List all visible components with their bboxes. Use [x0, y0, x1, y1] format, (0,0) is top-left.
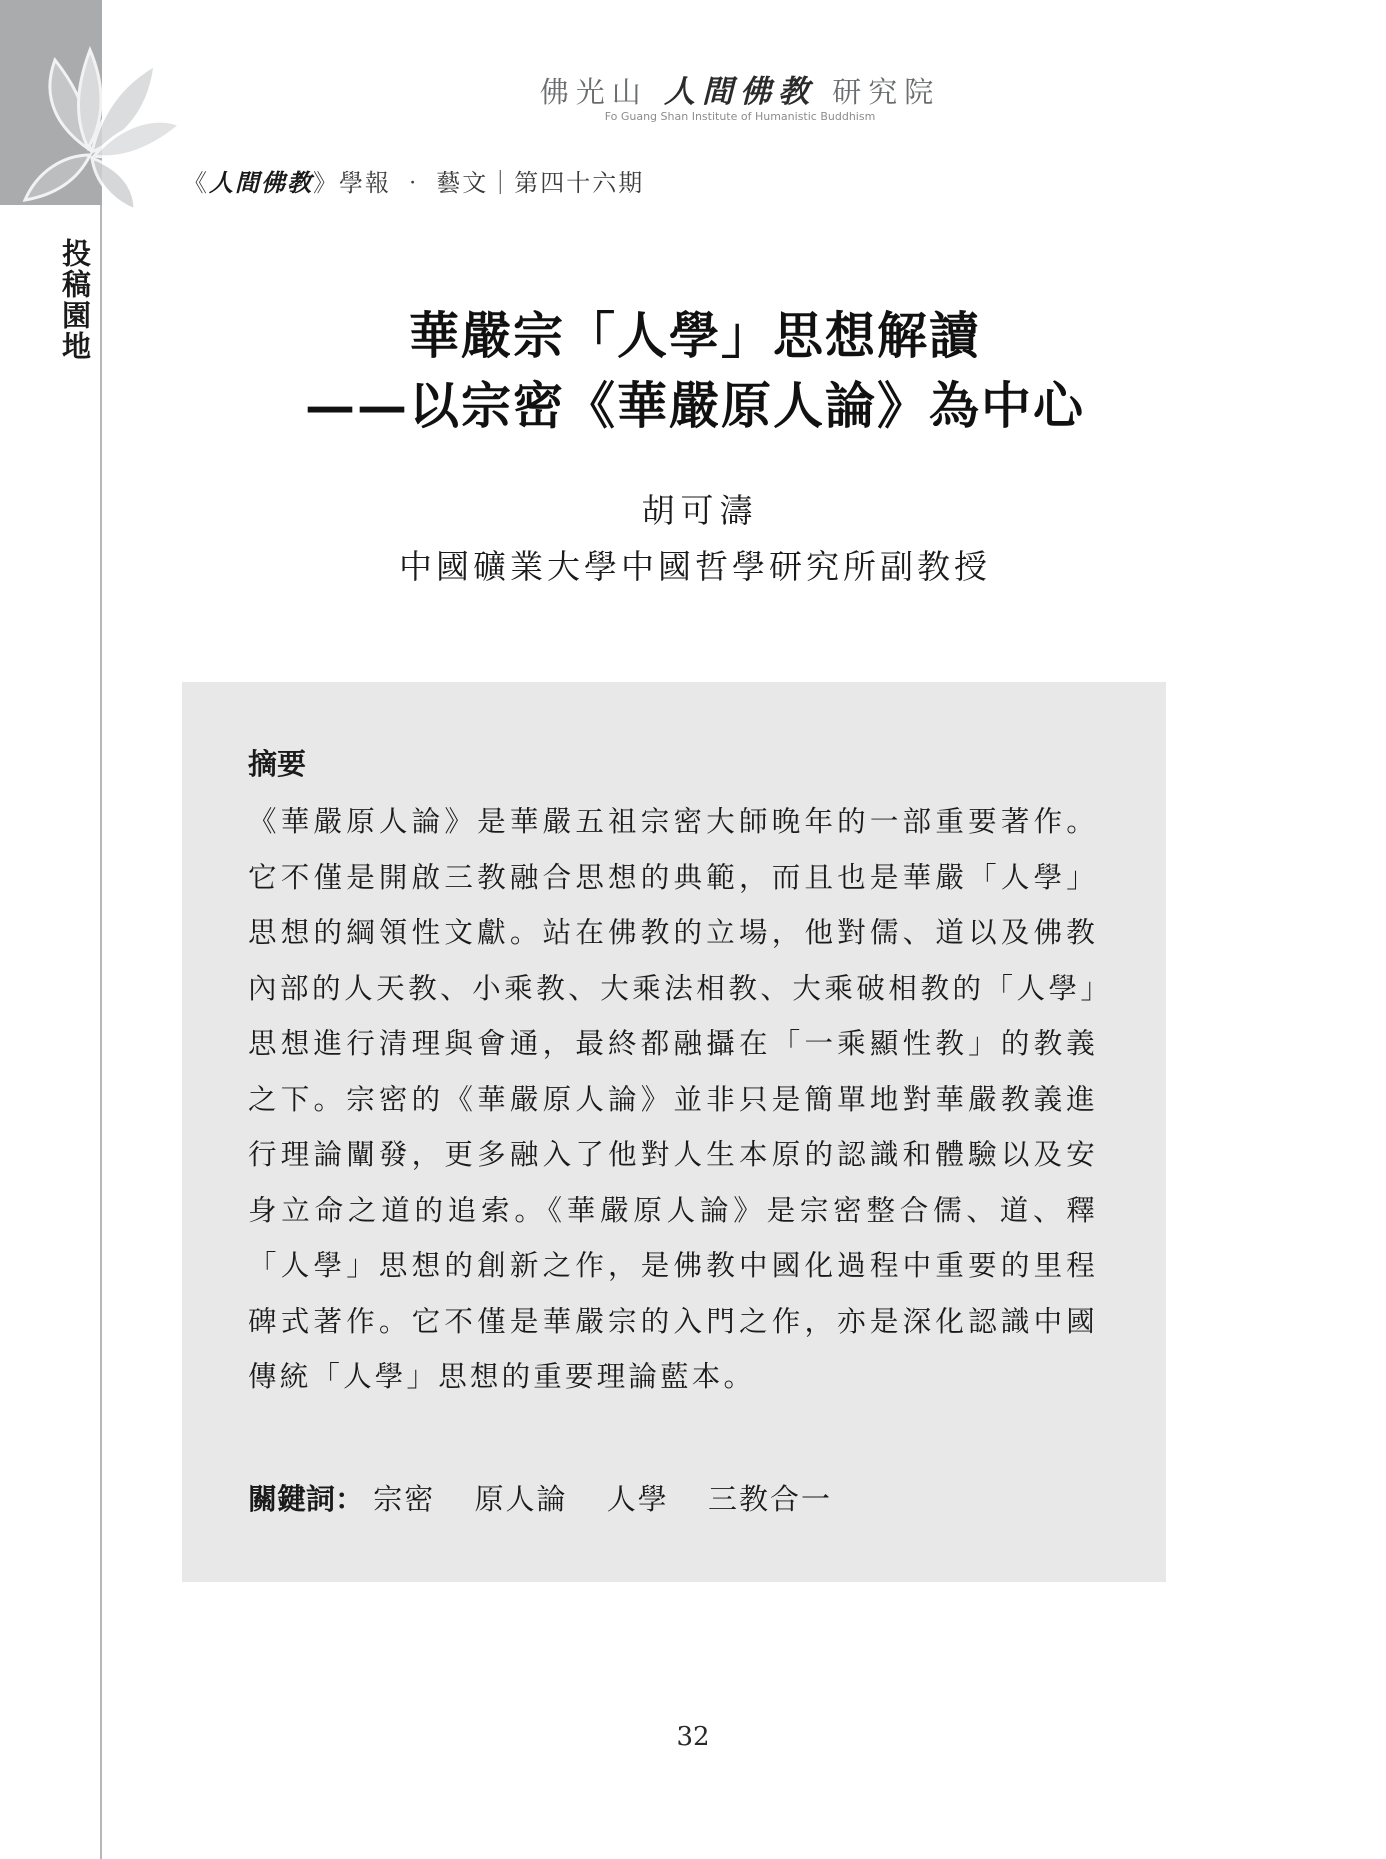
keyword: 人學	[606, 1482, 669, 1516]
lotus-flower-icon	[20, 30, 210, 220]
institute-english-name: Fo Guang Shan Institute of Humanistic Buddhism	[604, 110, 876, 123]
journal-open: 《	[183, 169, 209, 197]
side-divider-line	[100, 205, 102, 1859]
article-subtitle: ——以宗密《華嚴原人論》為中心	[305, 376, 1085, 435]
journal-header	[183, 163, 644, 198]
keywords-line	[248, 1477, 862, 1518]
author-affiliation: 中國礦業大學中國哲學研究所副教授	[399, 547, 991, 586]
institute-brand: 人間佛教	[664, 74, 816, 110]
abstract-box	[182, 682, 1166, 1582]
article-title: 華嚴宗「人學」思想解讀	[409, 306, 981, 365]
keyword: 原人論	[474, 1482, 568, 1516]
journal-brand: 人間佛教	[209, 168, 313, 197]
abstract-body: 《華嚴原人論》是華嚴五祖宗密大師晚年的一部重要著作。它不僅是開啟三教融合思想的典範，而且也是華嚴「人學」思想的綱領性文獻。站在佛教的立場，他對儒、道以及佛教內部的人天教、小乘教、大乘法相教、大乘破相教的「人學」思想進行清理與會通，最終都融攝在「一乘顯性教」的教義之下。宗密的《華嚴原人論》並非只是簡單地對華嚴教義進行理論闡發，更多融入了他對人生本原的認識和體驗以及安身立命之道的追索。《華嚴原人論》是宗密整合儒、道、釋「人學」思想的創新之作，是佛教中國化過程中重要的里程碑式著作。它不僅是華嚴宗的入門之作，亦是深化認識中國傳統「人學」思想的重要理論藍本。	[248, 805, 1098, 1393]
journal-issue: 》學報 ‧ 藝文｜第四十六期	[313, 169, 645, 197]
institute-name	[430, 66, 1050, 111]
keyword: 宗密	[373, 1482, 436, 1516]
page-number: 32	[676, 1722, 710, 1752]
keyword: 三教合一	[707, 1482, 832, 1516]
keywords-label: 關鍵詞：	[248, 1482, 365, 1516]
section-label: 投稿園地	[58, 238, 92, 362]
institute-prefix: 佛光山	[539, 75, 648, 109]
author-name: 胡可濤	[641, 491, 759, 530]
institute-suffix: 研究院	[832, 75, 941, 109]
abstract-heading: 摘要	[248, 747, 307, 781]
